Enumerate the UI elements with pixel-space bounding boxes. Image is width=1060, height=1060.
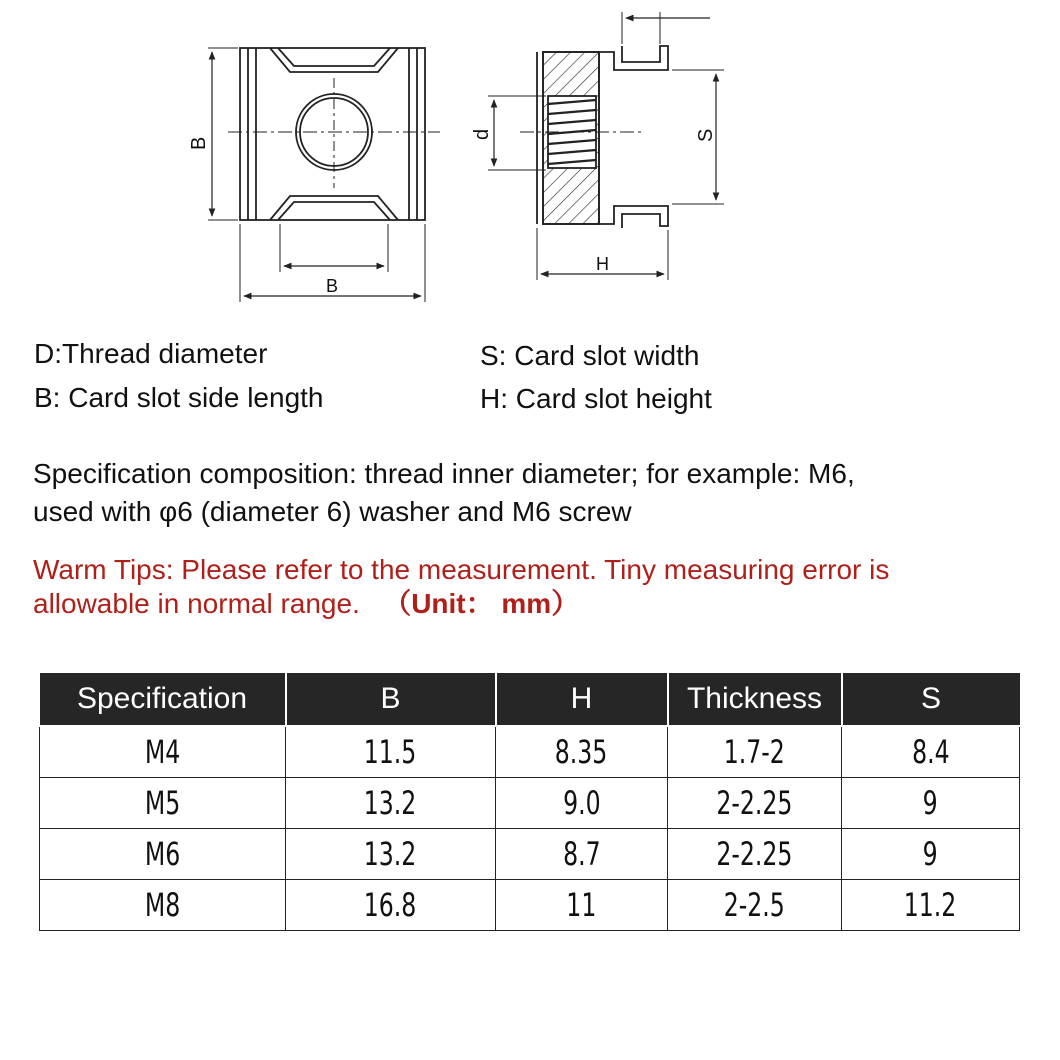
legend-b-definition: B: Card slot side length: [34, 382, 324, 413]
cell-thickness: 2-2.25: [716, 784, 793, 822]
cell-spec: M4: [144, 733, 181, 771]
cell-b: 13.2: [364, 835, 417, 873]
cell-thickness: 1.7-2: [723, 733, 786, 771]
table-header-row: [40, 673, 1020, 726]
header-thickness: Thickness: [668, 673, 842, 726]
cell-s: 9: [922, 835, 939, 873]
warm-tips-line2: allowable in normal range.: [33, 588, 360, 619]
warm-tips: [33, 553, 1043, 621]
cell-thickness: 2-2.5: [723, 886, 786, 924]
table-row: [40, 778, 1020, 829]
cell-b: 16.8: [364, 886, 417, 924]
dim-label-b-outer: [326, 317, 327, 318]
legend-s-definition: S: Card slot width: [480, 340, 700, 371]
cell-b: 11.5: [364, 733, 417, 771]
warm-tips-line1: Warm Tips: Please refer to the measurement. Tiny measuring error is: [33, 554, 890, 585]
dim-label-b-inner: B: [326, 276, 339, 296]
header-b: B: [286, 673, 496, 726]
technical-drawing: [0, 0, 1060, 320]
table-row: [40, 829, 1020, 880]
cell-s: 11.2: [904, 886, 957, 924]
legend-d-definition: D:Thread diameter: [34, 338, 268, 369]
cell-s: 9: [922, 784, 939, 822]
cell-h: 11: [566, 886, 597, 924]
dim-label-d: d: [471, 128, 493, 140]
dim-label-s: S: [695, 128, 717, 142]
cell-thickness: 2-2.25: [716, 835, 793, 873]
dim-label-b-vertical: B: [188, 136, 210, 150]
cell-h: 9.0: [562, 784, 601, 822]
cell-s: 8.4: [911, 733, 950, 771]
dim-label-h: H: [596, 254, 609, 274]
side-view: [488, 12, 724, 280]
unit-note: （Unit： mm）: [383, 588, 580, 619]
specification-note-line1: Specification composition: thread inner diameter; for example: M6,: [33, 458, 855, 489]
cell-spec: M5: [144, 784, 181, 822]
cell-b: 13.2: [364, 784, 417, 822]
header-s: S: [842, 673, 1020, 726]
legend-h-definition: H: Card slot height: [480, 383, 712, 414]
cell-h: 8.35: [555, 733, 608, 771]
cell-h: 8.7: [562, 835, 601, 873]
header-specification: Specification: [40, 673, 286, 726]
cell-spec: M8: [144, 886, 181, 924]
header-h: H: [496, 673, 668, 726]
table-row: [40, 726, 1020, 778]
table-row: [40, 880, 1020, 931]
specification-note: [33, 455, 1033, 531]
front-view: [208, 48, 440, 302]
cell-spec: M6: [144, 835, 181, 873]
specification-note-line2: used with φ6 (diameter 6) washer and M6 screw: [33, 496, 632, 527]
specification-table: [39, 673, 1020, 931]
